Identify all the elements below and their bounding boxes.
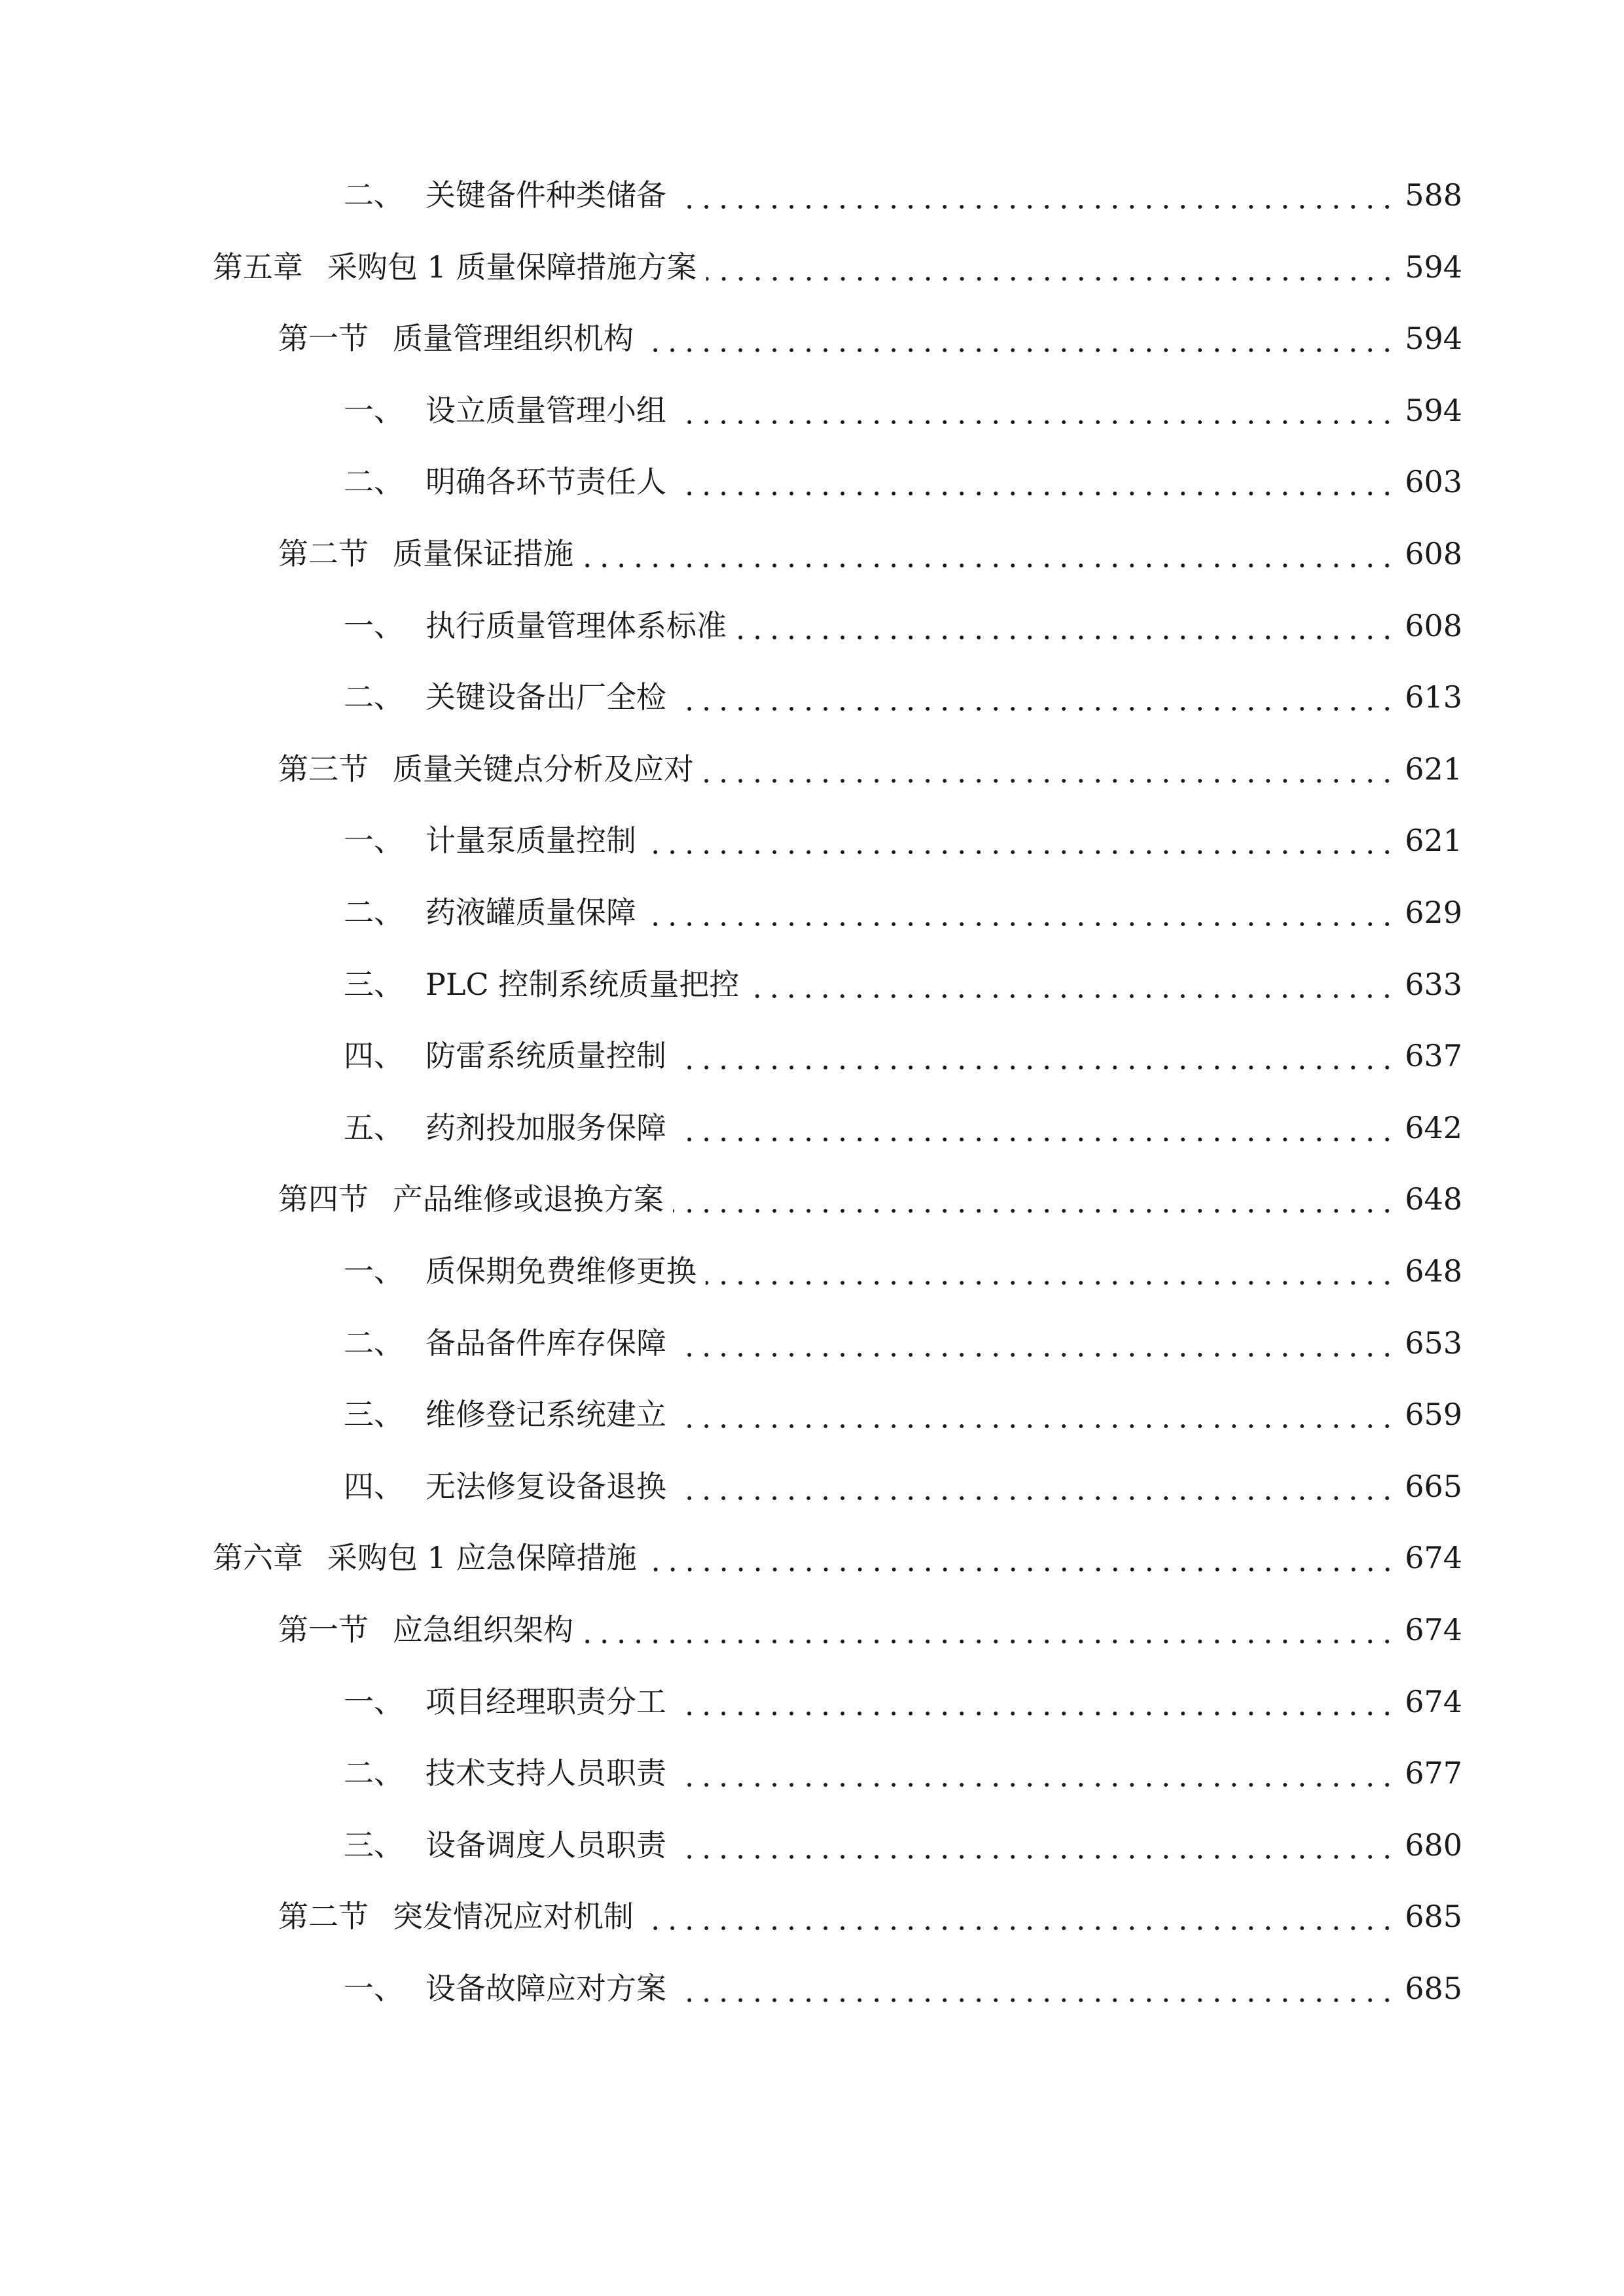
toc-dot-leader xyxy=(645,889,1396,935)
toc-entry-number: 三、 xyxy=(344,966,404,1002)
toc-entry[interactable] xyxy=(344,1105,1462,1151)
toc-entry-page-number: 629 xyxy=(1405,895,1462,930)
toc-entry-number: 一、 xyxy=(344,607,404,643)
toc-entry-page-number: 680 xyxy=(1405,1827,1462,1863)
toc-entry-number: 二、 xyxy=(344,177,404,213)
toc-entry-title: 备品备件库存保障 xyxy=(425,1325,666,1361)
toc-entry-number: 第四节 xyxy=(278,1181,369,1217)
toc-entry-title: 关键设备出厂全检 xyxy=(425,679,666,715)
toc-dot-leader xyxy=(676,1033,1396,1079)
toc-entry-number: 第五章 xyxy=(213,249,303,285)
toc-entry-title: 设备故障应对方案 xyxy=(425,1971,666,2006)
toc-entry-page-number: 642 xyxy=(1405,1109,1462,1145)
toc-entry-number: 一、 xyxy=(344,1683,404,1719)
toc-entry[interactable] xyxy=(344,387,1462,433)
toc-dot-leader xyxy=(676,1822,1396,1868)
toc-dot-leader xyxy=(676,1965,1396,2011)
toc-entry-page-number: 674 xyxy=(1405,1612,1462,1647)
toc-entry-number: 一、 xyxy=(344,1253,404,1289)
toc-dot-leader xyxy=(676,1105,1396,1151)
toc-dot-leader xyxy=(646,1535,1396,1581)
toc-entry-page-number: 653 xyxy=(1405,1325,1462,1361)
toc-dot-leader xyxy=(748,961,1396,1007)
toc-entry-title: 药剂投加服务保障 xyxy=(425,1109,666,1145)
toc-entry-number: 一、 xyxy=(344,392,404,428)
toc-entry[interactable] xyxy=(344,1033,1462,1079)
toc-entry[interactable] xyxy=(344,1750,1462,1796)
toc-entry-page-number: 621 xyxy=(1405,823,1462,859)
toc-entry-page-number: 648 xyxy=(1405,1253,1462,1289)
toc-entry[interactable] xyxy=(344,961,1462,1007)
toc-entry-page-number: 594 xyxy=(1405,249,1462,285)
toc-entry[interactable] xyxy=(344,1965,1462,2011)
toc-entry[interactable] xyxy=(344,1822,1462,1868)
toc-entry-number: 二、 xyxy=(344,464,404,500)
toc-dot-leader xyxy=(676,459,1396,505)
toc-entry-page-number: 603 xyxy=(1405,464,1462,500)
toc-entry-page-number: 685 xyxy=(1405,1899,1462,1935)
toc-entry[interactable] xyxy=(344,817,1462,863)
toc-dot-leader xyxy=(643,1893,1396,1939)
toc-entry-page-number: 588 xyxy=(1405,177,1462,213)
toc-dot-leader xyxy=(676,1463,1396,1509)
toc-entry-number: 二、 xyxy=(344,1755,404,1791)
toc-dot-leader xyxy=(676,172,1396,218)
toc-entry[interactable] xyxy=(344,459,1462,505)
toc-entry-page-number: 594 xyxy=(1405,321,1462,357)
toc-entry-title: 采购包 1 质量保障措施方案 xyxy=(327,249,697,285)
toc-entry[interactable] xyxy=(278,1176,1462,1222)
toc-entry-page-number: 674 xyxy=(1405,1540,1462,1576)
toc-dot-leader xyxy=(736,603,1396,649)
toc-entry-number: 四、 xyxy=(344,1468,404,1504)
toc-entry[interactable] xyxy=(278,315,1462,361)
toc-entry-title: 计量泵质量控制 xyxy=(425,823,636,859)
toc-entry-page-number: 608 xyxy=(1405,536,1462,571)
toc-entry[interactable] xyxy=(278,746,1462,792)
toc-entry[interactable] xyxy=(344,1463,1462,1509)
toc-entry[interactable] xyxy=(344,1391,1462,1437)
toc-entry-title: 质量关键点分析及应对 xyxy=(393,751,694,787)
toc-entry-number: 二、 xyxy=(344,895,404,930)
toc-entry-number: 一、 xyxy=(344,823,404,859)
toc-entry[interactable] xyxy=(344,674,1462,720)
toc-dot-leader xyxy=(643,315,1396,361)
toc-entry-title: 明确各环节责任人 xyxy=(425,464,666,500)
toc-dot-leader xyxy=(676,1320,1396,1366)
toc-entry-page-number: 633 xyxy=(1405,966,1462,1002)
toc-entry-number: 五、 xyxy=(344,1109,404,1145)
toc-entry[interactable] xyxy=(344,889,1462,935)
toc-dot-leader xyxy=(676,674,1396,720)
toc-entry-title: 药液罐质量保障 xyxy=(425,895,636,930)
toc-dot-leader xyxy=(676,1391,1396,1437)
toc-entry-title: 技术支持人员职责 xyxy=(425,1755,666,1791)
toc-dot-leader xyxy=(676,387,1396,433)
toc-entry[interactable] xyxy=(344,603,1462,649)
toc-entry-number: 四、 xyxy=(344,1038,404,1074)
toc-entry-page-number: 685 xyxy=(1405,1971,1462,2006)
toc-entry-title: PLC 控制系统质量把控 xyxy=(425,966,740,1002)
toc-entry[interactable] xyxy=(278,531,1462,577)
toc-dot-leader xyxy=(676,1679,1396,1725)
toc-entry-page-number: 594 xyxy=(1405,392,1462,428)
toc-entry-title: 执行质量管理体系标准 xyxy=(425,607,727,643)
toc-entry-number: 二、 xyxy=(344,679,404,715)
toc-dot-leader xyxy=(673,1176,1396,1222)
toc-entry-title: 维修登记系统建立 xyxy=(425,1397,666,1433)
toc-entry-number: 一、 xyxy=(344,1971,404,2006)
toc-entry-title: 关键备件种类储备 xyxy=(425,177,666,213)
toc-entry-title: 无法修复设备退换 xyxy=(425,1468,666,1504)
toc-entry-title: 设备调度人员职责 xyxy=(425,1827,666,1863)
toc-entry-page-number: 665 xyxy=(1405,1468,1462,1504)
toc-entry-number: 三、 xyxy=(344,1397,404,1433)
toc-entry[interactable] xyxy=(344,1320,1462,1366)
toc-entry-number: 第六章 xyxy=(213,1540,303,1576)
toc-entry-title: 突发情况应对机制 xyxy=(393,1899,634,1935)
toc-entry-page-number: 637 xyxy=(1405,1038,1462,1074)
toc-dot-leader xyxy=(703,746,1396,792)
toc-entry[interactable] xyxy=(344,1679,1462,1725)
toc-entry-page-number: 674 xyxy=(1405,1683,1462,1719)
toc-entry[interactable] xyxy=(213,244,1462,290)
toc-entry-title: 质量管理组织机构 xyxy=(393,321,634,357)
toc-entry[interactable] xyxy=(278,1893,1462,1939)
toc-entry-number: 三、 xyxy=(344,1827,404,1863)
toc-entry-number: 第二节 xyxy=(278,1899,369,1935)
toc-entry-number: 第一节 xyxy=(278,321,369,357)
toc-entry[interactable] xyxy=(344,172,1462,218)
toc-dot-leader xyxy=(645,817,1396,863)
toc-entry-title: 质量保证措施 xyxy=(393,536,573,571)
toc-dot-leader xyxy=(706,244,1396,290)
toc-entry-title: 设立质量管理小组 xyxy=(425,392,666,428)
toc-entry-number: 第二节 xyxy=(278,536,369,571)
toc-entry-page-number: 659 xyxy=(1405,1397,1462,1433)
toc-entry-page-number: 613 xyxy=(1405,679,1462,715)
toc-entry-page-number: 621 xyxy=(1405,751,1462,787)
toc-entry-page-number: 608 xyxy=(1405,607,1462,643)
toc-entry[interactable] xyxy=(344,1248,1462,1294)
toc-entry-page-number: 677 xyxy=(1405,1755,1462,1791)
toc-entry-page-number: 648 xyxy=(1405,1181,1462,1217)
toc-dot-leader xyxy=(583,1607,1396,1653)
toc-dot-leader xyxy=(583,531,1396,577)
toc-entry-number: 二、 xyxy=(344,1325,404,1361)
toc-entry-title: 防雷系统质量控制 xyxy=(425,1038,666,1074)
toc-dot-leader xyxy=(706,1248,1396,1294)
toc-entry-title: 质保期免费维修更换 xyxy=(425,1253,696,1289)
toc-entry-title: 应急组织架构 xyxy=(393,1612,573,1647)
toc-entry-title: 项目经理职责分工 xyxy=(425,1683,666,1719)
toc-entry-number: 第三节 xyxy=(278,751,369,787)
toc-entry-number: 第一节 xyxy=(278,1612,369,1647)
toc-entry[interactable] xyxy=(278,1607,1462,1653)
toc-entry-title: 产品维修或退换方案 xyxy=(393,1181,664,1217)
toc-entry[interactable] xyxy=(213,1535,1462,1581)
toc-entry-title: 采购包 1 应急保障措施 xyxy=(327,1540,637,1576)
toc-dot-leader xyxy=(676,1750,1396,1796)
